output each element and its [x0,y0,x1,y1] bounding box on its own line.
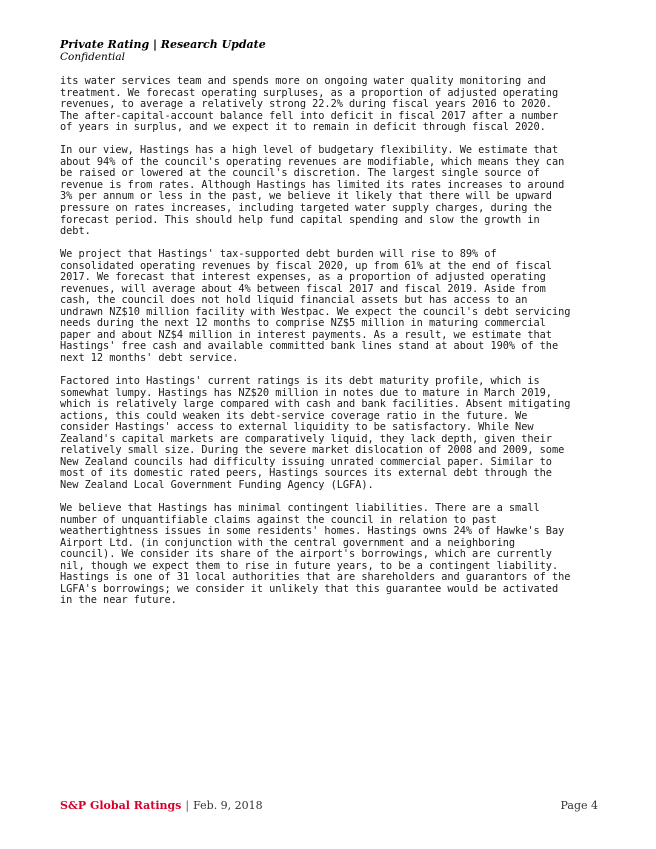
brand-name: S&P Global Ratings [60,799,182,812]
page-footer [60,799,598,813]
paragraph: In our view, Hastings has a high level of budgetary flexibility. We estimate that about 94% of the council's operating revenues are modifiable, which means they can be raised or lowered at the council's discretion. The largest single source of revenue is from rates. Although Hastings has limited its rates increases to around 3% per annum or less in the past, we believe it likely that there will be upward pressure on rates increases, including targeted water supply charges, during the forecast period. This should help fund capital spending and slow the growth in debt. [60,144,565,238]
paragraph: Factored into Hastings' current ratings is its debt maturity profile, which is somewhat lumpy. Hastings has NZ$20 million in notes due to mature in March 2019, which is relatively large compared with cash and bank facilities. Absent mitigating actions, this could weaken its debt-service coverage ratio in the future. We consider Hastings' access to external liquidity to be satisfactory. While New Zealand's capital markets are comparatively liquid, they lack depth, given their relatively small size. During the severe market dislocation of 2008 and 2009, some New Zealand councils had difficulty issuing unrated commercial paper. Similar to most of its domestic rated peers, Hastings sources its external debt through the New Zealand Local Government Funding Agency (LGFA). [60,375,571,491]
paragraph: We believe that Hastings has minimal contingent liabilities. There are a small number of unquantifiable claims against the council in relation to past weathertightness issues in some residents' homes. Hastings owns 24% of Hawke's Bay Airport Ltd. (in conjunction with the central government and a neighboring council). We consider its share of the airport's borrowings, which are currently nil, though we expect them to rise in future years, to be a contingent liability. Hastings is one of 31 local authorities that are shareholders and guarantors of the LGFA's borrowings; we consider it unlikely that this guarantee would be activated in the near future. [60,502,571,607]
header-subtitle: Confidential [60,51,126,63]
header-title: Private Rating | Research Update [60,38,266,51]
publication-date: Feb. 9, 2018 [193,799,263,812]
document-body [60,76,598,618]
page-header [60,38,266,64]
paragraph: its water services team and spends more on ongoing water quality monitoring and treatment. We forecast operating surpluses, as a proportion of adjusted operating revenues, to average a relatively strong 22.2% during fiscal years 2016 to 2020. The after-capital-account balance fell into deficit in fiscal 2017 after a number of years in surplus, and we expect it to remain in deficit through fiscal 2020. [60,75,559,134]
footer-left [60,799,263,813]
paragraph: We project that Hastings' tax-supported debt burden will rise to 89% of consolidated operating revenues by fiscal 2020, up from 61% at the end of fiscal 2017. We forecast that interest expenses, as a proportion of adjusted operating revenues, will average about 4% between fiscal 2017 and fiscal 2019. Aside from cash, the council does not hold liquid financial assets but has access to an undrawn NZ$10 million facility with Westpac. We expect the council's debt servicing needs during the next 12 months to comprise NZ$5 million in maturing commercial paper and about NZ$4 million in interest payments. As a result, we estimate that Hastings' free cash and available committed bank lines stand at about 190% of the next 12 months' debt service. [60,248,571,365]
footer-separator: | [185,799,190,812]
page-number: Page 4 [560,799,598,812]
